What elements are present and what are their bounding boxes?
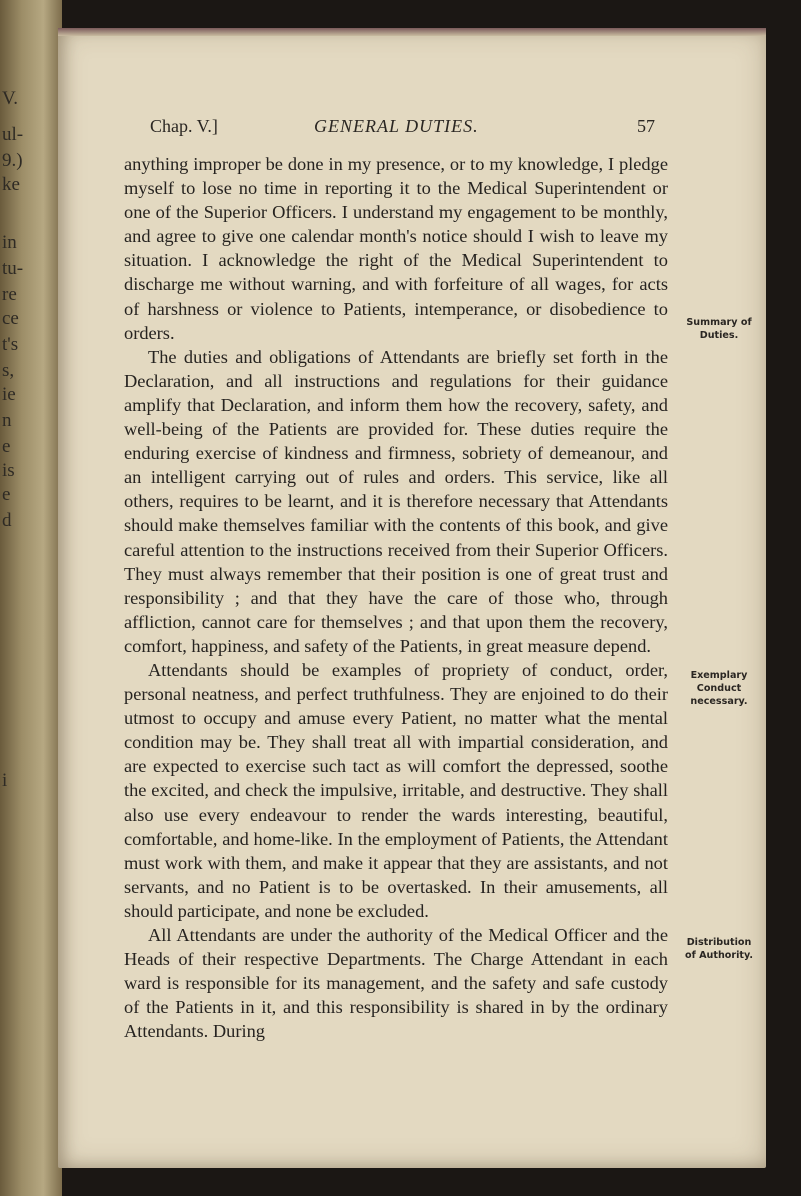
margin-note-authority — [680, 936, 758, 962]
paragraph: anything improper be done in my presence, or to my knowledge, I pledge myself to lose no time in reporting it to the Medical Superintendent or one of the Superior Officers. I understand my engagement to be monthly, and agree to give one calendar month's notice should I wish to leave my situation. I acknowledge the right of the Medical Superintendent to discharge me without warning, and with forfeiture of all wages, for acts of harshness or violence to Patients, intemperance, or disobedience to orders. — [124, 154, 668, 343]
chapter-label: Chap. V.] — [150, 116, 218, 136]
page-top-edge — [58, 28, 766, 36]
fragment: i — [2, 770, 8, 791]
facing-page-text-fragments — [2, 0, 42, 1196]
note-line: Exemplary — [690, 670, 748, 681]
note-line: Conduct — [696, 683, 742, 694]
fragment: s, — [2, 360, 15, 381]
paragraph: The duties and obligations of Attendants are briefly set forth in the Declaration, and all instructions and regulations for their guidance amplify that Declaration, and inform them how the recovery, safety, and well-being of the Patients are provided for. These duties require the enduring exercise of kindness and firmness, sobriety of demeanour, and an intelligent carrying out of rules and orders. This service, like all others, requires to be learnt, and it is therefore necessary that Attendants should make themselves familiar with the contents of this book, and give careful attention to the instructions received from their Superior Officers. They must always remember that their position is one of great trust and responsibility ; and that they have the care of those who, through affliction, cannot care for themselves ; and that upon them the recovery, comfort, happiness, and safety of the Patients, in great measure depend. — [124, 346, 668, 656]
fragment: t's — [2, 334, 19, 355]
fragment: V. — [2, 88, 19, 109]
note-line: Summary of — [686, 317, 752, 328]
paragraph: Attendants should be examples of propriety of conduct, order, personal neatness, and perfect truthfulness. They are enjoined to do their utmost to occupy and amuse every Patient, no matter what the mental condition may be. They shall treat all with impartial consideration, and are expected to exercise such tact as will comfort the depressed, soothe the excited, and check the impulsive, irritable, and destructive. They shall also use every endeavour to render the wards interesting, beautiful, comfortable, and home-like. In the employment of Patients, the Attendant must work with them, and make it appear that they are assistants, and not servants, and no Patient is to be overtasked. In their amusements, all should participate, and none be excluded. — [124, 659, 668, 921]
fragment: tu- — [2, 258, 24, 279]
page-number: 57 — [637, 116, 655, 136]
note-line: necessary. — [690, 696, 748, 707]
margin-note-conduct — [680, 669, 758, 708]
fragment: d — [2, 510, 12, 531]
body-text — [124, 152, 668, 1043]
fragment: e — [2, 484, 11, 505]
running-header — [150, 116, 655, 140]
fragment: re — [2, 284, 17, 305]
fragment: ie — [2, 384, 16, 405]
note-line: Duties. — [699, 330, 739, 341]
fragment: ce — [2, 308, 19, 329]
note-line: Distribution — [686, 937, 752, 948]
fragment: ke — [2, 174, 20, 195]
fragment: 9.) — [2, 150, 23, 171]
margin-note-summary — [680, 316, 758, 342]
paragraph: All Attendants are under the authority of the Medical Officer and the Heads of their respective Departments. The Charge Attendant in each ward is responsible for its management, and the safety and safe custody of the Patients in it, and this responsibility is shared in by the ordinary Attendants. During — [124, 925, 668, 1042]
fragment: e — [2, 436, 11, 457]
note-line: of Authority. — [685, 950, 753, 961]
fragment: n — [2, 410, 12, 431]
fragment: ul- — [2, 124, 24, 145]
fragment: is — [2, 460, 15, 481]
fragment: in — [2, 232, 17, 253]
running-title: GENERAL DUTIES. — [314, 116, 479, 136]
